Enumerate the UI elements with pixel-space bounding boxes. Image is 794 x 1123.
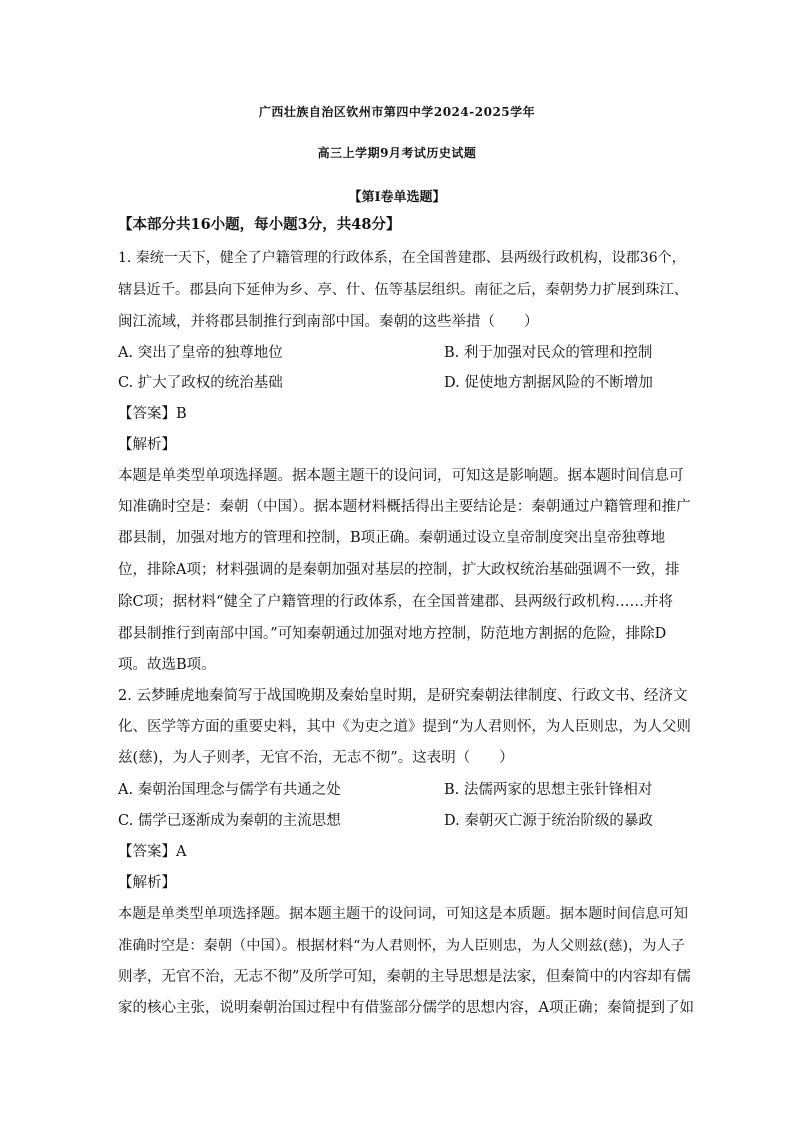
q1-analysis-line-4: 位，排除A项；材料强调的是秦朝加强对基层的控制，扩大政权统治基础强调不一致，排 <box>118 562 680 578</box>
q1-answer: 【答案】B <box>118 406 187 422</box>
q1-analysis-line-7: 项。故选B项。 <box>118 657 216 673</box>
q2-analysis-line-1: 本题是单类型单项选择题。据本题主题干的设问词，可知这是本质题。据本题时间信息可知 <box>118 906 689 922</box>
q2-option-d: D. 秦朝灭亡源于统治阶级的暴政 <box>444 813 653 829</box>
exam-title-line-1: 广西壮族自治区钦州市第四中学2024-2025学年 <box>258 105 536 119</box>
q1-analysis-line-5: 除C项；据材料“健全了户籍管理的行政体系，在全国普建郡、县两级行政机构……并将 <box>118 594 674 610</box>
q2-answer: 【答案】A <box>118 844 187 860</box>
q2-option-b: B. 法儒两家的思想主张针锋相对 <box>444 782 653 798</box>
q1-option-a: A. 突出了皇帝的独尊地位 <box>118 345 283 361</box>
q1-analysis-line-2: 知准确时空是：秦朝（中国）。据本题材料概括得出主要结论是：秦朝通过户籍管理和推广 <box>118 499 691 515</box>
q1-analysis-line-1: 本题是单类型单项选择题。据本题主题干的设问词，可知这是影响题。据本题时间信息可 <box>118 468 684 484</box>
q1-analysis-label: 【解析】 <box>118 437 176 453</box>
q1-option-c: C. 扩大了政权的统治基础 <box>118 375 283 391</box>
q2-analysis-line-2: 准确时空是：秦朝（中国）。根据材料“为人君则怀，为人臣则忠，为人父则兹(慈)，为人子 <box>118 938 686 954</box>
q1-option-b: B. 利于加强对民众的管理和控制 <box>444 345 653 361</box>
q2-option-a: A. 秦朝治国理念与儒学有共通之处 <box>118 782 341 798</box>
q1-stem-line-3: 闽江流域，并将郡县制推行到南部中国。秦朝的这些举措（ ） <box>118 314 539 330</box>
q1-stem-line-1: 1. 秦统一天下，健全了户籍管理的行政体系，在全国普建郡、县两级行政机构，设郡36个， <box>118 250 686 266</box>
q1-stem-line-2: 辖县近千。郡县向下延伸为乡、亭、什、伍等基层组织。南征之后，秦朝势力扩展到珠江、 <box>118 282 689 298</box>
q2-analysis-label: 【解析】 <box>118 875 176 891</box>
q1-analysis-line-3: 郡县制，加强对地方的管理和控制，B项正确。秦朝通过设立皇帝制度突出皇帝独尊地 <box>118 530 666 546</box>
q2-stem-line-1: 2. 云梦睡虎地秦简写于战国晚期及秦始皇时期，是研究秦朝法律制度、行政文书、经济文 <box>118 688 688 704</box>
section-intro: 【本部分共16小题，每小题3分，共48分】 <box>118 216 401 233</box>
section-label: 【第I卷单选题】 <box>348 190 446 205</box>
q2-analysis-line-4: 家的核心主张，说明秦朝治国过程中有借鉴部分儒学的思想内容，A项正确；秦简提到了如 <box>118 1000 694 1016</box>
q1-analysis-line-6: 郡县制推行到南部中国。”可知秦朝通过加强对地方控制，防范地方割据的危险，排除D <box>118 626 667 642</box>
q2-stem-line-3: 兹(慈)，为人子则孝，无官不治，无志不彻”。这表明（ ） <box>118 750 514 766</box>
q2-option-c: C. 儒学已逐渐成为秦朝的主流思想 <box>118 813 341 829</box>
q1-option-d: D. 促使地方割据风险的不断增加 <box>444 375 653 391</box>
q2-stem-line-2: 化、医学等方面的重要史料，其中《为吏之道》提到“为人君则怀，为人臣则忠，为人父则 <box>118 719 691 735</box>
q2-analysis-line-3: 则孝，无官不治，无志不彻”及所学可知，秦朝的主导思想是法家，但秦简中的内容却有儒 <box>118 969 691 985</box>
exam-title-line-2: 高三上学期9月考试历史试题 <box>317 146 477 160</box>
